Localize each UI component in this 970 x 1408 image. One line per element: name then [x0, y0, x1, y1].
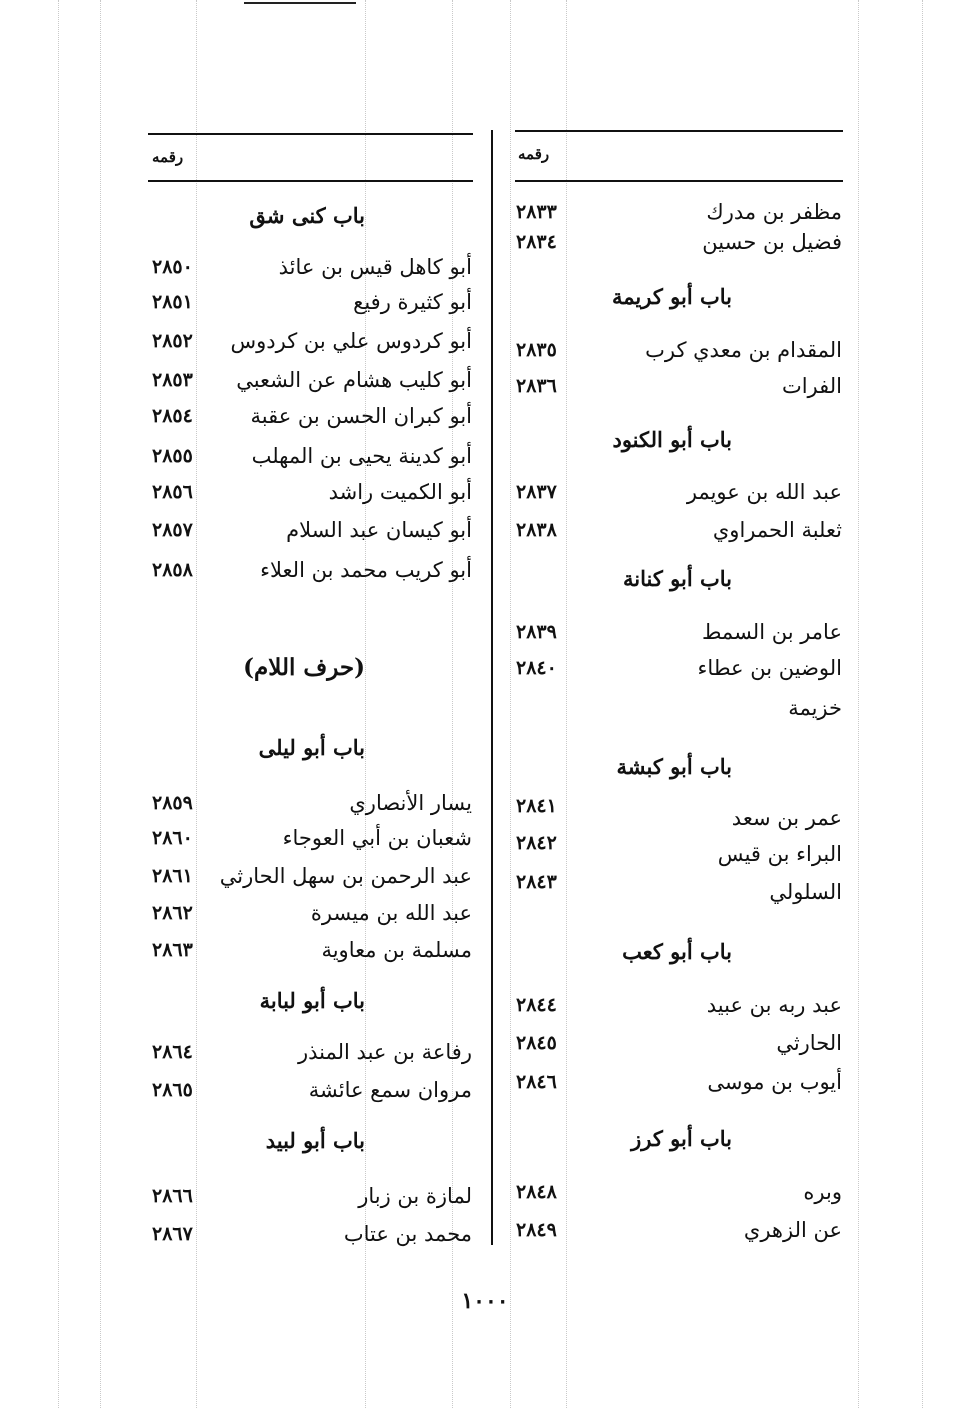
entry-name: أبو الكميت راشد	[328, 480, 472, 504]
entry-name: مسلمة بن معاوية	[321, 938, 472, 962]
entry-name: مروان سمع عائشة	[308, 1078, 472, 1102]
entry-name: أبو كثيرة رفيع	[353, 290, 472, 314]
entry-name: أبو كردوس علي بن كردوس	[230, 329, 472, 353]
entry-number: ٢٨٤٤	[516, 994, 557, 1016]
scan-dotted-line	[100, 0, 101, 1408]
entry-name: الوضين بن عطاء	[697, 656, 842, 680]
entry-number: ٢٨٣٣	[516, 201, 557, 223]
entry-number: ٢٨٥٣	[152, 369, 193, 391]
section-heading: باب كنى شق	[249, 203, 365, 228]
entry-name: عبد الله بن ميسرة	[310, 901, 472, 925]
entry-number: ٢٨٤٣	[516, 871, 557, 893]
entry-number: ٢٨٥٥	[152, 445, 193, 467]
page-number: ١٠٠٠	[461, 1288, 509, 1314]
section-heading: باب أبو كريمة	[612, 284, 732, 309]
entry-name: عن الزهري	[743, 1218, 842, 1242]
left-column-header: رقمه	[152, 148, 184, 166]
entry-name: أبو كليب هشام عن الشعبي	[236, 368, 472, 392]
section-heading: باب أبو الكنود	[612, 427, 732, 452]
entry-number: ٢٨٦٥	[152, 1079, 193, 1101]
section-heading: باب أبو كرز	[631, 1126, 732, 1151]
entry-number: ٢٨٥٢	[152, 330, 193, 352]
entry-name: يسار الأنصاري	[349, 791, 472, 815]
entry-number: ٢٨٤٩	[516, 1219, 557, 1241]
entry-number: ٢٨٤٦	[516, 1071, 557, 1093]
entry-number: ٢٨٣٦	[516, 375, 557, 397]
entry-name: البراء بن قيس	[717, 842, 842, 866]
entry-number: ٢٨٤٢	[516, 832, 557, 854]
entry-name: مظفر بن مدرك	[706, 200, 842, 224]
entry-name: المقدام بن معدي كرب	[645, 338, 842, 362]
scan-dotted-line	[922, 0, 923, 1408]
section-heading: باب أبو كعب	[622, 939, 732, 964]
entry-number: ٢٨٣٨	[516, 519, 557, 541]
section-heading: باب أبو ليلى	[258, 735, 365, 760]
entry-name: عبد ربه بن عبيد	[706, 993, 842, 1017]
entry-number: ٢٨٦٢	[152, 902, 193, 924]
right-column-header: رقمه	[518, 145, 550, 163]
entry-name: ثعلبة الحمراوي	[712, 518, 842, 542]
entry-name: أبو كيسان عبد السلام	[286, 518, 472, 542]
section-heading: باب أبو كبشة	[616, 754, 732, 779]
entry-name: الفرات	[781, 374, 842, 398]
entry-number: ٢٨٥٩	[152, 792, 193, 814]
entry-name: فضيل بن حسين	[702, 230, 842, 254]
entry-name: محمد بن عتاب	[343, 1222, 472, 1246]
entry-name: خزيمة	[788, 696, 842, 720]
left-index-column	[140, 0, 480, 1408]
entry-name: الحارثي	[776, 1031, 842, 1055]
section-heading: (حرف اللام)	[243, 654, 365, 681]
entry-number: ٢٨٥٠	[152, 256, 193, 278]
entry-name: عبد الرحمن بن سهل الحارثي	[219, 864, 472, 888]
entry-number: ٢٨٦٣	[152, 939, 193, 961]
entry-number: ٢٨٥٤	[152, 405, 193, 427]
entry-number: ٢٨٤١	[516, 795, 557, 817]
section-heading: باب أبو كنانة	[623, 566, 732, 591]
entry-number: ٢٨٥٨	[152, 559, 193, 581]
entry-name: شعبان بن أبي العوجاء	[282, 826, 472, 850]
entry-number: ٢٨٣٧	[516, 481, 557, 503]
entry-name: السلولي	[769, 880, 842, 904]
entry-number: ٢٨٦١	[152, 865, 193, 887]
entry-name: أبو كريب محمد بن العلاء	[260, 558, 472, 582]
entry-name: عبد الله بن عويمر	[686, 480, 842, 504]
entry-number: ٢٨٦٦	[152, 1185, 193, 1207]
entry-number: ٢٨٤٨	[516, 1181, 557, 1203]
entry-number: ٢٨٤٥	[516, 1032, 557, 1054]
entry-number: ٢٨٣٩	[516, 621, 557, 643]
entry-number: ٢٨٣٤	[516, 231, 557, 253]
entry-name: أبو كاهل قيس بن عائذ	[278, 255, 472, 279]
section-heading: باب أبو لبابة	[259, 988, 365, 1013]
entry-name: عامر بن السمط	[702, 620, 842, 644]
entry-number: ٢٨٦٤	[152, 1041, 193, 1063]
entry-number: ٢٨٥١	[152, 291, 193, 313]
entry-name: عمر بن سعد	[731, 806, 842, 830]
entry-name: لمازة بن زبار	[358, 1184, 472, 1208]
right-index-column	[500, 0, 860, 1408]
entry-number: ٢٨٥٦	[152, 481, 193, 503]
entry-name: وبره	[803, 1180, 842, 1204]
scan-dotted-line	[58, 0, 59, 1408]
entry-name: أبو كبران الحسن بن عقبة	[250, 404, 472, 428]
entry-number: ٢٨٦٧	[152, 1223, 193, 1245]
section-heading: باب أبو لبيد	[265, 1128, 365, 1153]
column-divider	[491, 130, 493, 1245]
entry-name: أيوب بن موسى	[707, 1070, 842, 1094]
entry-name: أبو كدينة يحيى بن المهلب	[251, 444, 472, 468]
entry-number: ٢٨٦٠	[152, 827, 193, 849]
entry-number: ٢٨٣٥	[516, 339, 557, 361]
entry-number: ٢٨٤٠	[516, 657, 557, 679]
entry-number: ٢٨٥٧	[152, 519, 193, 541]
entry-name: رفاعة بن عبد المنذر	[298, 1040, 472, 1064]
